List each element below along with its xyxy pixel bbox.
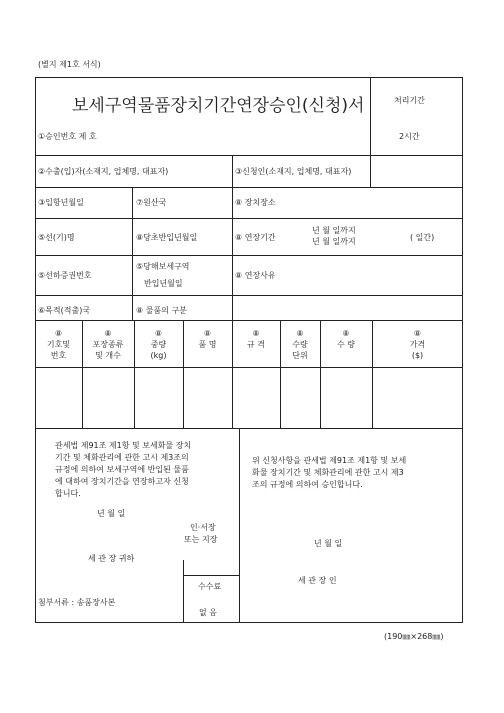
col-weight-header: ⑧ 중량 (kg) (150, 329, 167, 360)
bl-number-field[interactable]: ⑤선하증권번호 (38, 271, 92, 280)
form-title: 보세구역물품장치기간연장승인(신청)서 (72, 96, 365, 116)
processing-period-value: 2시간 (399, 132, 420, 141)
applicant-signature-1: 인·서장 (190, 523, 216, 532)
approval-number-field[interactable]: ①승인번호 제 호 (38, 132, 97, 141)
approval-date: 년 월 일 (314, 539, 343, 548)
bonded-area-label-2: 반입년월일 (144, 279, 183, 288)
exporter-field[interactable]: ②수출(입)자(소재지, 업체명, 대표자) (38, 167, 169, 176)
storage-place-field[interactable]: ⑧ 장치장소 (235, 198, 276, 207)
application-date: 년 월 일 (97, 509, 126, 518)
col-marks-header: ⑧ 기호및 번호 (46, 329, 71, 360)
destination-country-field[interactable]: ⑥목적(적출)국 (38, 306, 91, 315)
processing-period-header: 처리기간 (394, 96, 425, 105)
bonded-area-label-1: ⑤당해보세구역 (136, 262, 190, 271)
extension-reason-field[interactable]: ⑧ 연장사유 (235, 271, 276, 280)
application-statement: 관세법 제91조 제1항 및 보세화물 장치 기간 및 체화관리에 관한 고시 제3조의 규정에 의하여 보세구역에 반입된 물품 에 대하여 장치기간을 연장하고자 신청 합니다. (55, 441, 192, 498)
period-until-line-2: 년 월 일까지 (312, 237, 356, 246)
col-item-name-header: ⑧ 품 명 (198, 329, 217, 349)
applicant-field[interactable]: ③신청인(소재지, 업체명, 대표자) (235, 167, 352, 176)
approval-statement: 위 신청사항을 관세법 제91조 제1항 및 보세 화물 장치기간 및 체화관리에 관한 고시 제3 조의 규정에 의하여 승인합니다. (252, 456, 407, 489)
fee-value: 없 음 (199, 608, 217, 617)
ship-name-field[interactable]: ⑤선(기)명 (38, 233, 75, 242)
paper-size: (190㎜×268㎜) (384, 632, 444, 641)
goods-category-field[interactable]: ⑧ 물품의 구분 (136, 306, 187, 315)
form-label: (별지 제1호 서식) (38, 60, 101, 69)
period-days: ( 일간) (410, 233, 435, 242)
approver-signature: 세 관 장 인 (298, 576, 337, 585)
col-packaging-header: ⑧ 포장종류 및 개수 (92, 329, 124, 360)
fee-label: 수수료 (198, 582, 222, 591)
origin-country-field[interactable]: ⑦원산국 (136, 198, 167, 207)
applicant-signature-2: 또는 지장 (184, 535, 218, 544)
period-until-line-1: 년 월 일까지 (312, 226, 356, 235)
entry-date-field[interactable]: ③입항년월일 (38, 198, 84, 207)
attachments-label: 첨부서류 : 송품장사본 (38, 598, 116, 607)
col-unit-header: ⑧ 수량 단위 (292, 329, 308, 360)
col-spec-header: ⑧ 규 격 (247, 329, 265, 349)
col-price-header: ⑧ 가격 ($) (409, 329, 426, 360)
addressee: 세 관 장 귀하 (88, 554, 135, 563)
col-quantity-header: ⑧ 수 량 (337, 329, 355, 349)
extension-period-field[interactable]: ⑧ 연장기간 (235, 233, 276, 242)
initial-import-date-field[interactable]: ⑧당초반입년월일 (136, 233, 198, 242)
